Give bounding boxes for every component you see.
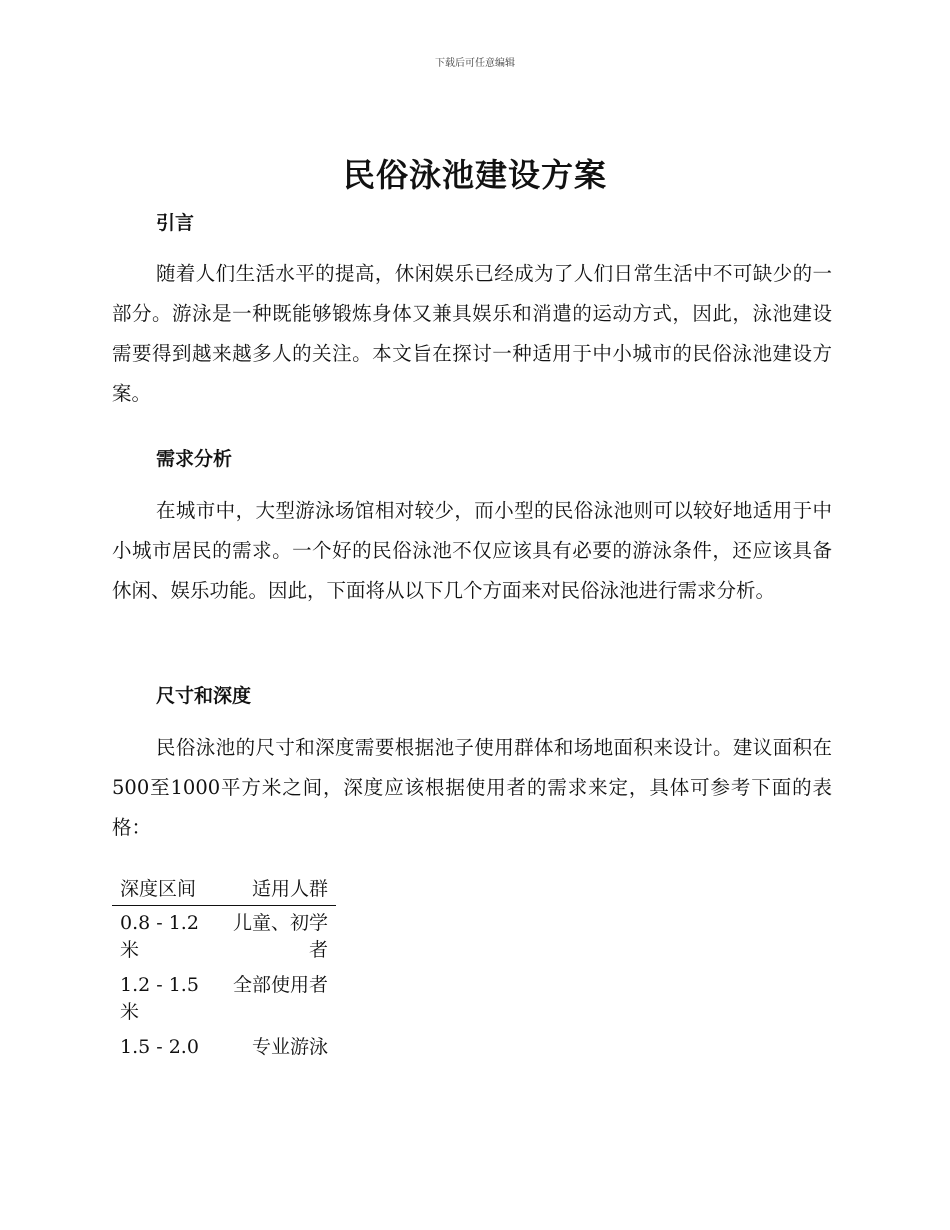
section-heading-size-depth: 尺寸和深度 — [156, 685, 252, 707]
depth-table — [112, 876, 336, 1065]
table-header-row — [112, 876, 336, 906]
document-title: 民俗泳池建设方案 — [342, 156, 607, 194]
table-row — [112, 968, 336, 1030]
section-heading-needs: 需求分析 — [156, 448, 233, 470]
table-cell-depth: 1.5 - 2.0 — [120, 1036, 199, 1058]
section-body-needs: 在城市中，大型游泳场馆相对较少，而小型的民俗泳池则可以较好地适用于中小城市居民的需求。一个好的民俗泳池不仅应该具有必要的游泳条件，还应该具备休闲、娱乐功能。因此，下面将从以下几个方面来对民俗泳池进行需求分析。 — [112, 499, 832, 602]
table-cell-users: 儿童、初学者 — [232, 912, 328, 961]
table-row — [112, 906, 336, 969]
table-cell-users: 全部使用者 — [232, 974, 328, 996]
section-body-intro: 随着人们生活水平的提高，休闲娱乐已经成为了人们日常生活中不可缺少的一部分。游泳是一种既能够锻炼身体又兼具娱乐和消遣的运动方式，因此，泳池建设需要得到越来越多人的关注。本文旨在探讨一种适用于中小城市的民俗泳池建设方案。 — [112, 262, 832, 405]
header-note: 下载后可任意编辑 — [435, 58, 515, 69]
table-header-depth: 深度区间 — [112, 876, 210, 906]
table-cell-depth: 1.2 - 1.5米 — [120, 974, 199, 1023]
section-body-size-depth: 民俗泳池的尺寸和深度需要根据池子使用群体和场地面积来设计。建议面积在500至1000平方米之间，深度应该根据使用者的需求来定，具体可参考下面的表格： — [112, 736, 832, 839]
table-cell-depth: 0.8 - 1.2米 — [120, 912, 199, 961]
table-row — [112, 1030, 336, 1065]
table-header-users: 适用人群 — [210, 876, 336, 906]
table-cell-users: 专业游泳 — [251, 1036, 328, 1058]
section-heading-intro: 引言 — [156, 212, 195, 234]
